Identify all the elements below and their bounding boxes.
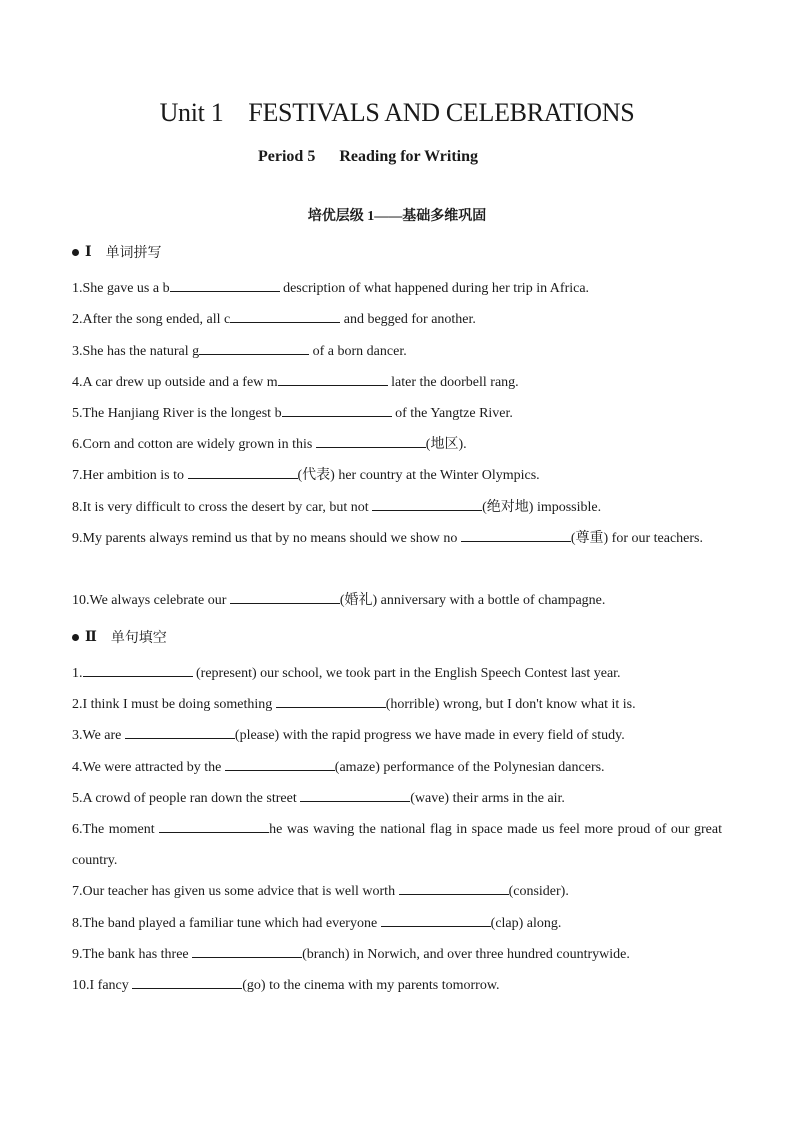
question-item [72, 460, 722, 491]
question-text-before: 8.It is very difficult to cross the desert by car, but not [72, 500, 373, 515]
question-item [72, 336, 722, 367]
question-item [72, 970, 722, 1001]
question-text-before: 2.After the song ended, all c [72, 312, 231, 327]
answer-blank[interactable] [125, 724, 235, 739]
question-item [72, 876, 722, 907]
question-text-before: 5.A crowd of people ran down the street [72, 791, 301, 806]
answer-blank[interactable] [282, 402, 392, 417]
question-text-before: 9.The bank has three [72, 947, 193, 962]
question-text-after: of the Yangtze River. [391, 406, 513, 421]
question-item [72, 523, 722, 554]
question-item [72, 658, 722, 689]
section-heading-vocabulary [72, 242, 162, 262]
question-text-after: (go) to the cinema with my parents tomorrow. [242, 978, 500, 993]
question-text-after: he was waving the national flag in space made us feel more proud of our great country. [72, 822, 722, 868]
question-text-before: 7.Her ambition is to [72, 468, 188, 483]
question-text-before: 8.The band played a familiar tune which had everyone [72, 916, 381, 931]
question-text-after: (represent) our school, we took part in the English Speech Contest last year. [192, 666, 621, 681]
question-text-before: 5.The Hanjiang River is the longest b [72, 406, 282, 421]
page-title: Unit 1 FESTIVALS AND CELEBRATIONS [159, 98, 635, 127]
answer-blank[interactable] [225, 756, 335, 771]
question-text-after: of a born dancer. [309, 344, 407, 359]
question-text-before: 1.She gave us a b [72, 281, 170, 296]
question-text-before: 2.I think I must be doing something [72, 697, 276, 712]
bullet-icon [72, 634, 79, 641]
question-text-before: 6.Corn and cotton are widely grown in this [72, 437, 316, 452]
question-text-after: (wave) their arms in the air. [410, 791, 565, 806]
question-text-after: (婚礼) anniversary with a bottle of champagne. [339, 593, 606, 608]
question-text-after: later the doorbell rang. [387, 375, 519, 390]
question-item [72, 585, 722, 616]
question-text-after: (尊重) for our teachers. [570, 531, 704, 546]
answer-blank[interactable] [199, 340, 309, 355]
question-text-before: 10.We always celebrate our [72, 593, 230, 608]
question-item [72, 492, 722, 523]
question-item [72, 908, 722, 939]
question-text-before: 1. [72, 666, 83, 681]
question-item [72, 304, 722, 335]
question-text-before: 4.We were attracted by the [72, 760, 225, 775]
answer-blank[interactable] [399, 880, 509, 895]
question-text-after: (please) with the rapid progress we have made in every field of study. [234, 728, 625, 743]
question-text-after: (branch) in Norwich, and over three hundred countrywide. [302, 947, 630, 962]
question-item [72, 814, 722, 876]
question-text-before: 10.I fancy [72, 978, 133, 993]
question-text-after: description of what happened during her trip in Africa. [279, 281, 590, 296]
question-item [72, 752, 722, 783]
question-text-after: (地区). [425, 437, 467, 452]
period-subtitle: Period 5 Reading for Writing [258, 148, 478, 165]
answer-blank[interactable] [188, 464, 298, 479]
question-item [72, 398, 722, 429]
answer-blank[interactable] [381, 912, 491, 927]
question-item [72, 720, 722, 751]
question-item [72, 273, 722, 304]
answer-blank[interactable] [276, 693, 386, 708]
answer-blank[interactable] [170, 277, 280, 292]
section-title: 单句填空 [110, 631, 167, 646]
answer-blank[interactable] [230, 589, 340, 604]
question-text-before: 3.She has the natural g [72, 344, 200, 359]
answer-blank[interactable] [316, 433, 426, 448]
question-text-before: 7.Our teacher has given us some advice that is well worth [72, 884, 399, 899]
bullet-icon [72, 249, 79, 256]
section-heading-fill-in [72, 627, 167, 647]
question-text-before: 4.A car drew up outside and a few m [72, 375, 278, 390]
question-text-after: and begged for another. [340, 312, 476, 327]
section-number: Ⅱ [85, 629, 97, 645]
question-text-after: (consider). [508, 884, 569, 899]
question-item [72, 429, 722, 460]
section-number: Ⅰ [85, 244, 92, 260]
question-text-after: (horrible) wrong, but I don't know what it is. [385, 697, 636, 712]
answer-blank[interactable] [83, 662, 193, 677]
section-title: 单词拼写 [105, 246, 162, 261]
question-text-after: (clap) along. [490, 916, 562, 931]
answer-blank[interactable] [278, 371, 388, 386]
answer-blank[interactable] [159, 818, 269, 833]
level-heading: 培优层级 1——基础多维巩固 [307, 209, 487, 224]
question-item [72, 689, 722, 720]
answer-blank[interactable] [192, 943, 302, 958]
answer-blank[interactable] [461, 527, 571, 542]
question-text-after: (amaze) performance of the Polynesian dancers. [334, 760, 605, 775]
question-text-after: (绝对地) impossible. [482, 500, 602, 515]
answer-blank[interactable] [230, 308, 340, 323]
question-text-before: 9.My parents always remind us that by no means should we show no [72, 531, 461, 546]
question-text-before: 3.We are [72, 728, 125, 743]
answer-blank[interactable] [372, 496, 482, 511]
answer-blank[interactable] [300, 787, 410, 802]
question-text-before: 6.The moment [72, 822, 160, 837]
answer-blank[interactable] [132, 974, 242, 989]
question-text-after: (代表) her country at the Winter Olympics. [297, 468, 540, 483]
question-item [72, 783, 722, 814]
question-item [72, 939, 722, 970]
question-item [72, 367, 722, 398]
